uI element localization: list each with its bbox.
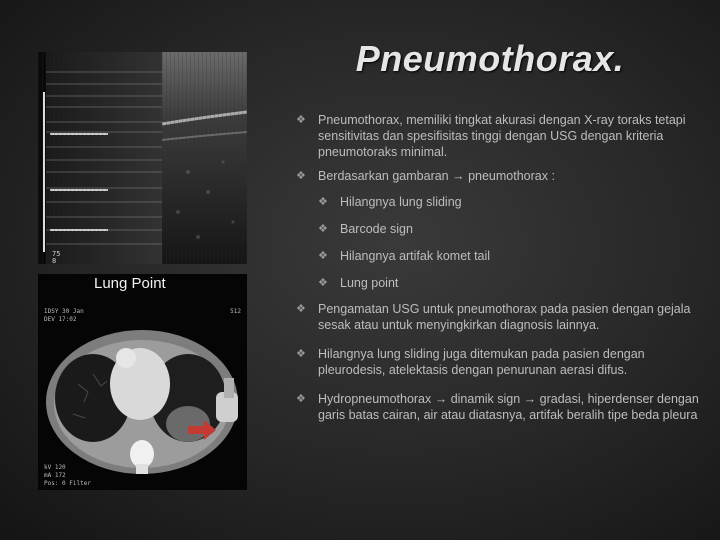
- bullet-item: [296, 346, 700, 378]
- bullet-item: [296, 112, 700, 160]
- ultrasound-image: [38, 52, 247, 264]
- sub-bullet-item: [296, 194, 700, 210]
- bullet-diamond-icon: ❖: [296, 303, 306, 315]
- bullet-text: Lung point: [340, 276, 399, 290]
- sub-bullet-item: [296, 248, 700, 264]
- ultrasound-label-75: 75: [52, 250, 61, 258]
- ct-graphic: [38, 274, 247, 490]
- sub-bullet-item: [296, 275, 700, 291]
- bullet-diamond-icon: ❖: [296, 393, 306, 405]
- bullet-text: Hilangnya artifak komet tail: [340, 249, 491, 263]
- bullet-diamond-icon: ❖: [296, 348, 306, 360]
- ultrasound-graphic: [38, 52, 247, 264]
- bullet-text: Pengamatan USG untuk pneumothorax pada pasien dengan gejala sesak atau untuk menyingkirkan diagnosis lainnya.: [318, 302, 691, 332]
- bullet-item: [296, 168, 700, 184]
- ct-meta-top: [44, 308, 84, 324]
- bullet-text: Hilangnya lung sliding: [340, 195, 462, 209]
- ct-meta-right: 512: [230, 308, 241, 315]
- bullet-text: Barcode sign: [340, 222, 413, 236]
- slide-title: Pneumothorax.: [355, 38, 625, 79]
- ct-meta-bottom: [44, 464, 91, 488]
- ct-meta-line: mA 172: [44, 472, 66, 479]
- bullet-diamond-icon: ❖: [318, 250, 328, 262]
- ultrasound-label-8: 8: [52, 257, 57, 264]
- bullet-item: [296, 301, 700, 333]
- bullet-text: Hydropneumothorax → dinamik sign → gradasi, hiperdenser dengan garis batas cairan, air atau diatasnya, artifak beralih tipe beda pleura: [318, 392, 699, 422]
- bullet-item: [296, 391, 700, 423]
- bullet-diamond-icon: ❖: [318, 223, 328, 235]
- ct-meta-line: IDSY 30 Jan: [44, 308, 84, 315]
- bullet-diamond-icon: ❖: [318, 277, 328, 289]
- ct-meta-line: kV 120: [44, 464, 66, 471]
- bullet-diamond-icon: ❖: [296, 114, 306, 126]
- ct-caption: Lung Point: [94, 275, 166, 292]
- bullet-text: Pneumothorax, memiliki tingkat akurasi dengan X-ray toraks tetapi sensitivitas dan spesifisitas tinggi dengan USG dengan kriteria pneumotoraks minimal.: [318, 113, 686, 159]
- bullet-diamond-icon: ❖: [296, 170, 306, 182]
- sub-bullet-item: [296, 221, 700, 237]
- bullet-list: [296, 112, 700, 423]
- bullet-diamond-icon: ❖: [318, 196, 328, 208]
- bullet-text: Berdasarkan gambaran → pneumothorax :: [318, 169, 555, 183]
- ct-meta-line: DEV 17:02: [44, 316, 77, 323]
- bullet-text: Hilangnya lung sliding juga ditemukan pada pasien dengan pleurodesis, atelektasis dengan penurunan aerasi difus.: [318, 347, 645, 377]
- ct-image: [38, 274, 247, 490]
- ct-meta-line: Pos: 0 Filter: [44, 480, 91, 487]
